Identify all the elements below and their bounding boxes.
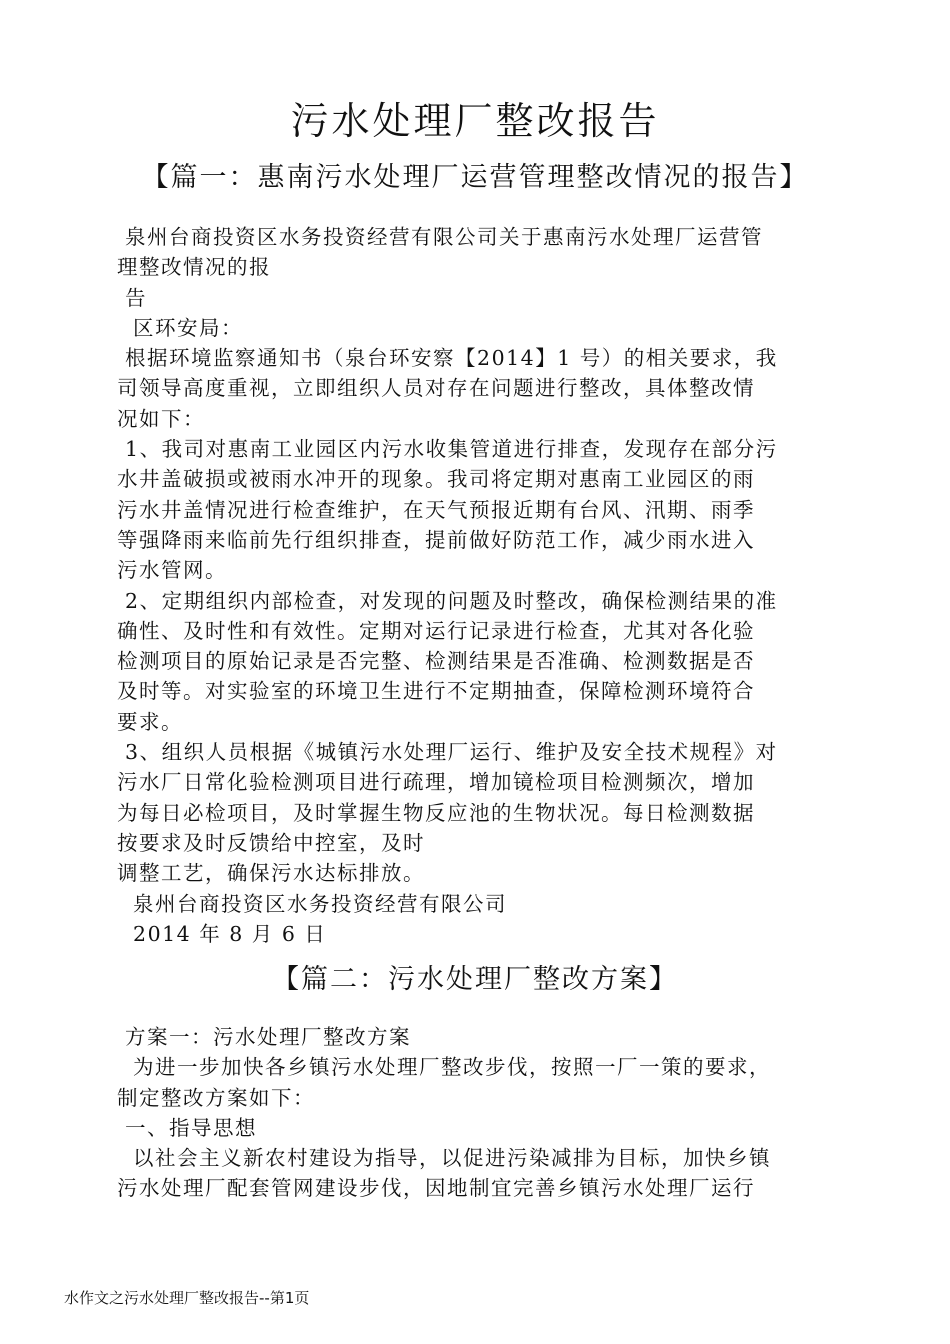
text-line: 污水井盖情况进行检查维护，在天气预报近期有台风、汛期、雨季 <box>117 497 755 522</box>
text-line: 为进一步加快各乡镇污水处理厂整改步伐，按照一厂一策的要求， <box>117 1055 772 1080</box>
text-line: 以社会主义新农村建设为指导，以促进污染减排为目标，加快乡镇 <box>117 1146 772 1171</box>
text-line: 污水厂日常化验检测项目进行疏理，增加镜检项目检测频次，增加 <box>117 770 755 795</box>
text-line: 等强降雨来临前先行组织排查，提前做好防范工作，减少雨水进入 <box>117 527 755 552</box>
section2-body <box>117 1022 837 1204</box>
text-line: 1、我司对惠南工业园区内污水收集管道进行排查，发现存在部分污 <box>117 437 778 462</box>
text-line: 污水处理厂配套管网建设步伐，因地制宜完善乡镇污水处理厂运行 <box>117 1176 755 1201</box>
section1-body <box>117 222 837 949</box>
text-line: 理整改情况的报 <box>117 255 271 280</box>
text-line: 制定整改方案如下： <box>117 1085 315 1110</box>
text-line: 要求。 <box>117 709 183 734</box>
text-line: 检测项目的原始记录是否完整、检测结果是否准确、检测数据是否 <box>117 649 755 674</box>
text-line: 3、组织人员根据《城镇污水处理厂运行、维护及安全技术规程》对 <box>117 740 778 765</box>
text-line: 泉州台商投资区水务投资经营有限公司 <box>117 891 508 916</box>
text-line: 区环安局： <box>117 315 244 340</box>
section2-heading: 【篇二：污水处理厂整改方案】 <box>272 964 678 995</box>
text-line: 为每日必检项目，及时掌握生物反应池的生物状况。每日检测数据 <box>117 800 755 825</box>
text-line: 根据环境监察通知书（泉台环安察【2014】1 号）的相关要求，我 <box>117 346 778 371</box>
text-line: 水井盖破损或被雨水冲开的现象。我司将定期对惠南工业园区的雨 <box>117 467 755 492</box>
text-line: 一、指导思想 <box>117 1115 258 1140</box>
section1-heading: 【篇一：惠南污水处理厂运营管理整改情况的报告】 <box>141 162 809 193</box>
text-line: 方案一：污水处理厂整改方案 <box>117 1025 412 1049</box>
text-line: 司领导高度重视，立即组织人员对存在问题进行整改，具体整改情 <box>117 376 755 401</box>
text-line: 况如下： <box>117 406 205 431</box>
text-line: 按要求及时反馈给中控室，及时 <box>117 830 425 855</box>
text-line: 污水管网。 <box>117 558 227 583</box>
text-line: 确性、及时性和有效性。定期对运行记录进行检查，尤其对各化验 <box>117 618 755 643</box>
document-title: 污水处理厂整改报告 <box>290 99 660 143</box>
text-line: 2014 年 8 月 6 日 <box>117 921 327 946</box>
page-footer: 水作文之污水处理厂整改报告--第1页 <box>64 1289 310 1307</box>
text-line: 泉州台商投资区水务投资经营有限公司关于惠南污水处理厂运营管 <box>117 225 764 249</box>
text-line: 2、定期组织内部检查，对发现的问题及时整改，确保检测结果的准 <box>117 588 778 613</box>
text-line: 告 <box>117 285 148 310</box>
text-line: 调整工艺，确保污水达标排放。 <box>117 861 425 886</box>
text-line: 及时等。对实验室的环境卫生进行不定期抽查，保障检测环境符合 <box>117 679 755 704</box>
